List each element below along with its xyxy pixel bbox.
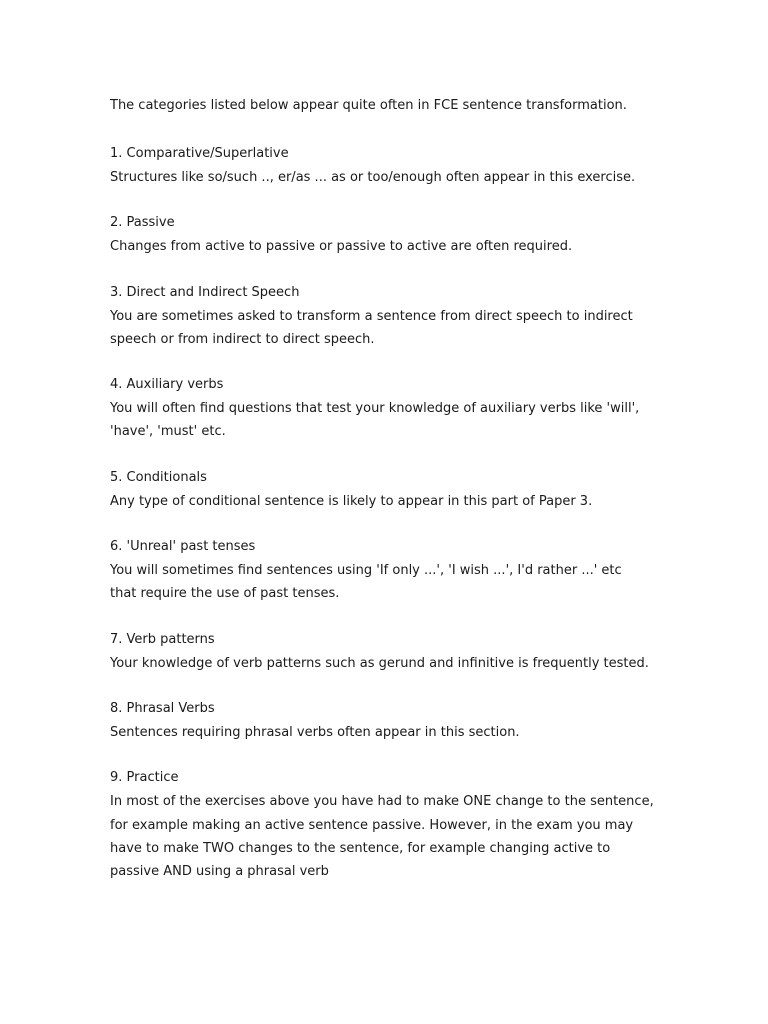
section-body-line: You will sometimes find sentences using 'If only ...', 'I wish ...', I'd rather ...' etc: [110, 563, 622, 579]
section-phrasal-verbs: [110, 697, 670, 744]
section-heading: 5. Conditionals: [110, 469, 207, 485]
section-body-line: In most of the exercises above you have had to make ONE change to the sentence,: [110, 794, 654, 810]
section-body-line: You will often find questions that test your knowledge of auxiliary verbs like 'will',: [110, 401, 640, 417]
section-body-line: Your knowledge of verb patterns such as gerund and infinitive is frequently tested.: [110, 655, 649, 671]
section-heading: 7. Verb patterns: [110, 631, 215, 647]
section-body-line: Sentences requiring phrasal verbs often appear in this section.: [110, 724, 520, 740]
section-body-line: speech or from indirect to direct speech.: [110, 331, 375, 347]
section-heading: 2. Passive: [110, 215, 175, 231]
section-unreal-past-tenses: [110, 535, 670, 606]
section-passive: [110, 211, 670, 258]
document-page: [110, 96, 670, 883]
intro-paragraph: The categories listed below appear quite often in FCE sentence transformation.: [110, 98, 627, 113]
section-heading: 4. Auxiliary verbs: [110, 377, 224, 393]
section-heading: 9. Practice: [110, 770, 179, 786]
section-heading: 3. Direct and Indirect Speech: [110, 284, 300, 300]
section-body-line: for example making an active sentence passive. However, in the exam you may: [110, 817, 634, 833]
section-body-line: Structures like so/such .., er/as ... as or too/enough often appear in this exercise.: [110, 170, 636, 185]
section-direct-indirect-speech: [110, 281, 670, 352]
section-practice: [110, 766, 670, 883]
section-heading: 8. Phrasal Verbs: [110, 700, 215, 716]
section-auxiliary-verbs: [110, 373, 670, 444]
section-comparative-superlative: [110, 142, 670, 189]
section-verb-patterns: [110, 628, 670, 675]
section-heading: 6. 'Unreal' past tenses: [110, 539, 256, 555]
section-body-line: that require the use of past tenses.: [110, 586, 340, 602]
section-conditionals: [110, 466, 670, 513]
section-body-line: Any type of conditional sentence is likely to appear in this part of Paper 3.: [110, 493, 593, 509]
section-body-line: 'have', 'must' etc.: [110, 424, 226, 440]
section-body-line: Changes from active to passive or passive to active are often required.: [110, 239, 573, 255]
section-heading: 1. Comparative/Superlative: [110, 146, 289, 161]
section-body-line: You are sometimes asked to transform a sentence from direct speech to indirect: [110, 308, 633, 324]
section-body-line: passive AND using a phrasal verb: [110, 864, 329, 880]
section-body-line: have to make TWO changes to the sentence, for example changing active to: [110, 840, 611, 856]
